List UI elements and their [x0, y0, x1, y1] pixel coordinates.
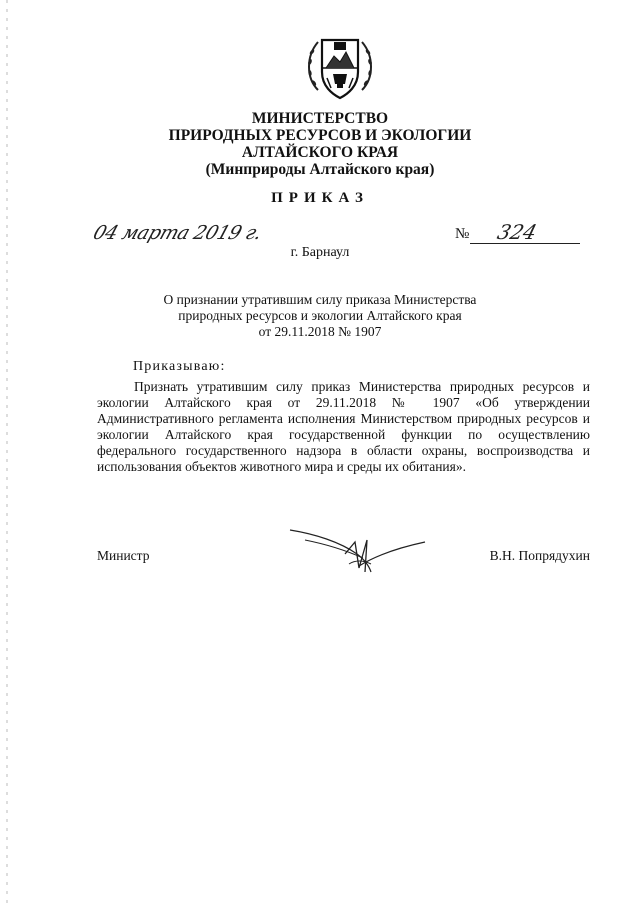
city: г. Барнаул [290, 245, 350, 260]
org-line-resources: ПРИРОДНЫХ РЕСУРСОВ И ЭКОЛОГИИ [168, 127, 472, 144]
number-label: № [455, 226, 470, 242]
title-line-1: О признании утратившим силу приказа Министерства [163, 292, 477, 307]
signature-icon [285, 520, 435, 580]
coat-of-arms-icon [300, 28, 380, 108]
org-line-region: АЛТАЙСКОГО КРАЯ [241, 144, 399, 161]
handwritten-date: 04 марта 2019 г. [90, 222, 265, 244]
order-word: Приказываю: [133, 359, 226, 374]
document-type: ПРИКАЗ [271, 190, 369, 206]
order-body: Признать утратившим силу приказ Министерства природных ресурсов и экологии Алтайского края от 29.11.2018 № 1907 «Об утверждении Административного регламента исполнения Министерством природных ресурсов и экологии Алтайского края государственной функции по осуществлению федерального государственного надзора в области охраны, воспроизводства и использования объектов животного мира и среды их обитания». [97, 379, 590, 474]
handwritten-number: 324 [494, 220, 540, 244]
order-title [130, 292, 510, 340]
title-line-3: от 29.11.2018 № 1907 [258, 324, 382, 339]
org-line-short-name: (Минприроды Алтайского края) [205, 161, 435, 178]
signatory-role: Министр [97, 548, 150, 563]
signatory-name: В.Н. Попрядухин [489, 548, 590, 563]
organization-header [0, 110, 640, 178]
org-line-ministry: МИНИСТЕРСТВО [251, 110, 389, 127]
title-line-2: природных ресурсов и экологии Алтайского края [178, 308, 462, 323]
